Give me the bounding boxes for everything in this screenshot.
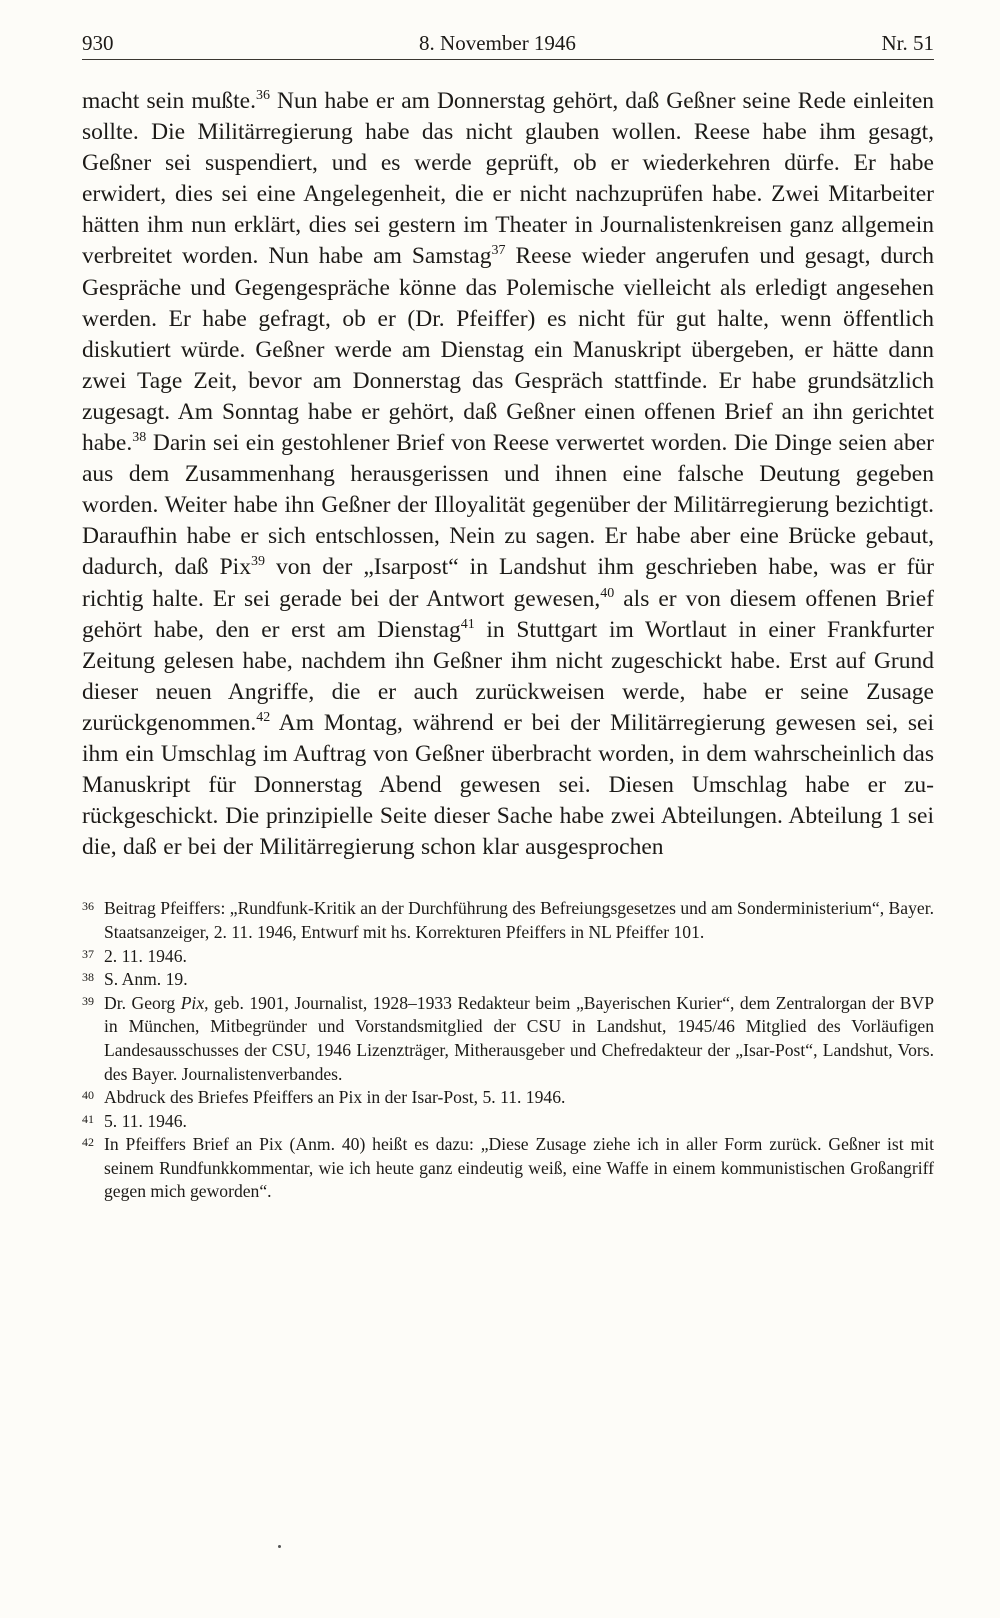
footnote-text: 2. 11. 1946. xyxy=(104,945,187,966)
footnote-40 xyxy=(82,1086,934,1110)
issue-number: Nr. 51 xyxy=(881,31,934,55)
page-mark-dot xyxy=(278,1545,281,1548)
footnote-number: 39 xyxy=(82,993,94,1008)
footnote-number: 36 xyxy=(82,899,94,914)
body-text-segment: in Stuttgart im Wortlaut in einer Frankfurter Zeitung gelesen habe, nachdem ihn Geßner ihm nicht zugeschickt habe. Erst auf Grund dieser neuen Angriffe, die er auch zurückweisen werde, habe er seine Zusage zurückgenommen. xyxy=(82,616,934,736)
surname-italic: Pix xyxy=(180,992,205,1013)
footnote-reference[interactable]: 39 xyxy=(250,554,265,570)
footnote-reference[interactable]: 40 xyxy=(600,585,615,601)
footnote-39 xyxy=(82,992,934,1086)
footnote-number: 40 xyxy=(82,1088,94,1103)
footnote-number: 38 xyxy=(82,970,94,985)
footnote-text: S. Anm. 19. xyxy=(104,969,188,990)
footnote-reference[interactable]: 42 xyxy=(256,709,271,725)
footnote-text: Dr. Georg Pix, geb. 1901, Journalist, 1928–1933 Redakteur beim „Bayerischen Kurier“, dem Zentralorgan der BVP in München, Mitbegründer und Vorstandsmitglied der CSU in Landshut, 1945/46 Mitglied des Vorläufigen Landesausschusses der CSU, 1946 Lizenzträger, Mitherausgeber und Chefredakteur der „Isar-Post“, Landshut, Vors. des Bayer. Journalistenverbandes. xyxy=(104,992,934,1084)
body-text-segment: als er von diesem offenen Brief gehört habe, den er erst am Dienstag xyxy=(82,585,934,643)
header-date: 8. November 1946 xyxy=(419,31,576,55)
footnote-number: 42 xyxy=(82,1135,94,1150)
body-text-segment: von der „Isarpost“ in Landshut ihm geschrieben habe, was er für richtig halte. Er sei gerade bei der Antwort gewesen, xyxy=(82,554,934,612)
body-text-segment: Nun habe er am Donnerstag gehört, daß Geßner seine Rede einleiten sollte. Die Militärregierung habe das nicht glauben wollen. Reese habe ihm gesagt, Geßner sei suspendiert, und es werde geprüft, ob er wiederkehren dürfe. Er habe erwidert, dies sei eine Angelegenheit, die er nicht nachzuprüfen habe. Zwei Mitarbeiter hätten ihm nun erklärt, dies sei gestern im Theater in Journalistenkreisen ganz allgemein verbreitet worden. Nun habe am Samstag xyxy=(82,88,934,270)
body-text-segment: macht sein mußte. xyxy=(82,88,256,114)
footnote-text: Abdruck des Briefes Pfeiffers an Pix in der Isar-Post, 5. 11. 1946. xyxy=(104,1087,566,1108)
footnote-41 xyxy=(82,1110,934,1134)
footnote-reference[interactable]: 41 xyxy=(460,616,475,632)
footnote-38 xyxy=(82,968,934,992)
footnotes xyxy=(82,897,934,1204)
body-text-segment: Darin sei ein gestohlener Brief von Reese verwertet worden. Die Dinge seien aber aus dem Zusammenhang herausgerissen und ihnen eine falsche Deutung gegeben worden. Weiter habe ihn Geßner der Illoyalität gegenüber der Militärregierung bezichtigt. Daraufhin habe er sich entschlossen, Nein zu sagen. Er habe aber eine Brücke gebaut, dadurch, daß Pix xyxy=(82,430,934,581)
footnote-number: 37 xyxy=(82,946,94,961)
footnote-text: 5. 11. 1946. xyxy=(104,1110,187,1131)
main-text xyxy=(82,86,934,863)
footnote-number: 41 xyxy=(82,1111,94,1126)
footnote-42 xyxy=(82,1133,934,1204)
footnote-reference[interactable]: 37 xyxy=(491,243,506,259)
body-paragraph xyxy=(82,86,934,863)
body-text-segment: Reese wieder angerufen und gesagt, durch Gespräche und Gegengespräche könne das Polemische vielleicht als erledigt angesehen werden. Er habe gefragt, ob er (Dr. Pfeiffer) es nicht für gut halte, wenn öffentlich diskutiert würde. Geßner werde am Dienstag ein Manuskript übergeben, er hätte dann zwei Tage Zeit, bevor am Donnerstag das Gespräch stattfinde. Er habe grundsätzlich zugesagt. Am Sonntag habe er gehört, daß Geßner einen offenen Brief an ihn gerichtet habe. xyxy=(82,243,935,457)
footnote-36 xyxy=(82,897,934,944)
footnote-text: Beitrag Pfeiffers: „Rundfunk-Kritik an der Durchführung des Befreiungsgesetzes und am Sonderministerium“, Bayer. Staatsanzeiger, 2. 11. 1946, Entwurf mit hs. Korrekturen Pfeiffers in NL Pfeiffer 101. xyxy=(104,898,934,942)
footnote-37 xyxy=(82,945,934,969)
body-text-segment: Am Montag, während er bei der Militärregierung gewesen sei, sei ihm ein Umschlag im Auftrag von Geßner überbracht worden, in dem wahrscheinlich das Manuskript für Donnerstag Abend gewesen sei. Diesen Umschlag habe er zurückgeschickt. Die prinzipielle Seite dieser Sache habe zwei Abteilungen. Abteilung 1 sei die, daß er bei der Militärregierung schon klar ausgesprochen xyxy=(82,709,934,861)
footnote-text: In Pfeiffers Brief an Pix (Anm. 40) heißt es dazu: „Diese Zusage ziehe ich in aller Form zurück. Geßner ist mit seinem Rundfunkkommentar, wie ich heute ganz eindeutig weiß, eine Waffe in einem kommunistischen Großangriff gegen mich geworden“. xyxy=(104,1134,934,1202)
page-number: 930 xyxy=(82,31,114,55)
footnote-reference[interactable]: 36 xyxy=(255,88,270,103)
running-header xyxy=(82,30,934,60)
footnote-reference[interactable]: 38 xyxy=(132,430,147,446)
